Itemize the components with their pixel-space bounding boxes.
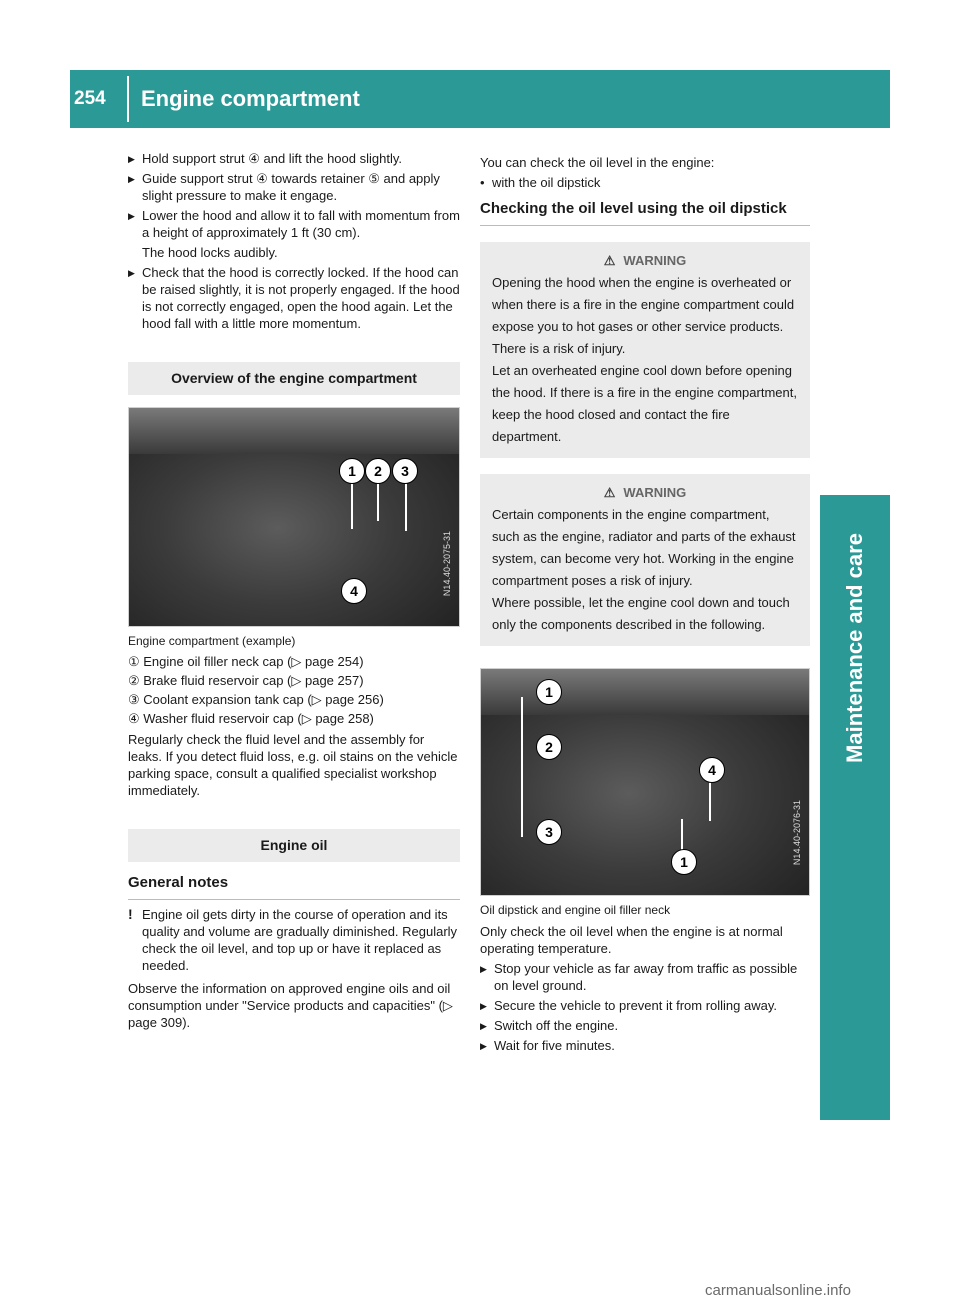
warning-box-2 [480,474,810,646]
marker-3: 3 [536,819,562,845]
notice [128,906,460,974]
image-code: N14.40-2076-31 [792,799,802,865]
warning-1-text-2: Let an overheated engine cool down before opening the hood. If there is a fire in the engine compartment, keep the hood closed and contact the fire department. [492,363,797,444]
side-band-lower [820,800,890,1120]
marker-1-filler: 1 [671,849,697,875]
legend-item-3: ③ Coolant expansion tank cap (▷ page 256) [128,692,384,707]
warning-1-text-1: Opening the hood when the engine is overheated or when there is a fire in the engine compartment could expose you to hot gases or other service products. There is a risk of injury. [492,275,795,356]
legend-item-1: ① Engine oil filler neck cap (▷ page 254) [128,654,364,669]
notice-icon: ! [128,906,133,922]
legend-item-2: ② Brake fluid reservoir cap (▷ page 257) [128,673,364,688]
marker-4: 4 [341,578,367,604]
observe-text: Observe the information on approved engine oils and oil consumption under "Service products and capacities" (▷ page 309). [128,981,453,1030]
legend-item-4: ④ Washer fluid reservoir cap (▷ page 258) [128,711,374,726]
section-heading-overview: Overview of the engine compartment [128,362,460,395]
step-secure-vehicle: ▶ Secure the vehicle to prevent it from rolling away. [480,997,810,1014]
step-stop-vehicle: ▶ Stop your vehicle as far away from traffic as possible on level ground. [480,960,810,994]
marker-1: 1 [536,679,562,705]
marker-1: 1 [339,458,365,484]
warning-triangle-icon: ⚠ [603,485,616,500]
dipstick-photo [480,668,810,896]
marker-4: 4 [699,757,725,783]
right-column [480,150,810,1057]
step-wait: ▶ Wait for five minutes. [480,1037,810,1054]
only-check-text: Only check the oil level when the engine is at normal operating temperature. [480,924,783,956]
page-title: Engine compartment [141,86,360,111]
heading-dipstick: Checking the oil level using the oil dipstick [480,199,810,226]
step-guide-strut: ▶ Guide support strut ④ towards retainer ⑤ and apply slight pressure to make it engage. [128,170,460,204]
step-hold-strut: ▶ Hold support strut ④ and lift the hood slightly. [128,150,460,167]
step-check-locked: ▶ Check that the hood is correctly locked. If the hood can be raised slightly, it is not properly engaged. If the hood is not correctly engaged, open the hood again. Let the hood fall with a little more momentum. [128,264,460,332]
left-column [128,150,460,1034]
hood-shape [481,669,809,715]
callout-line-1 [351,481,353,529]
marker-3: 3 [392,458,418,484]
section-heading-engine-oil: Engine oil [128,829,460,862]
warning-header-1 [492,252,798,270]
header-divider [127,76,129,122]
side-tab-label: Maintenance and care [842,533,867,763]
notice-text: Engine oil gets dirty in the course of operation and its quality and volume are gradually diminished. Regularly check the oil level, and top up or have it replaced as needed. [142,907,458,973]
callout-line-2 [377,481,379,521]
image-code: N14.40-2075-31 [442,530,452,596]
warning-box-1 [480,242,810,458]
figure-caption-2: Oil dipstick and engine oil filler neck [480,903,671,917]
warning-triangle-icon: ⚠ [603,253,616,268]
warning-2-text-2: Where possible, let the engine cool down and touch only the components described in the following. [492,595,790,632]
callout-line-dipstick [521,697,523,837]
warning-label: WARNING [623,253,687,268]
figure-caption: Engine compartment (example) [128,634,296,648]
bullet-dipstick: • with the oil dipstick [480,174,810,191]
step-lower-hood: ▶ Lower the hood and allow it to fall with momentum from a height of approximately 1 ft (30 cm). [128,207,460,241]
check-intro: You can check the oil level in the engine: [480,155,715,170]
regularly-check-text: Regularly check the fluid level and the assembly for leaks. If you detect fluid loss, e.g. oil stains on the vehicle parking space, consult a qualified specialist workshop immediately. [128,732,458,798]
callout-line-3 [405,481,407,531]
warning-2-text-1: Certain components in the engine compartment, such as the engine, radiator and parts of the exhaust system, can become very hot. Working in the engine compartment poses a risk of injury. [492,507,796,588]
warning-label: WARNING [623,485,687,500]
page-number: 254 [74,88,106,109]
marker-2: 2 [536,734,562,760]
marker-2: 2 [365,458,391,484]
engine-compartment-photo [128,407,460,627]
footer-watermark: carmanualsonline.info [705,1282,851,1299]
note-hood-latch: The hood locks audibly. [142,245,278,260]
step-switch-off: ▶ Switch off the engine. [480,1017,810,1034]
warning-header-2 [492,484,798,502]
subheading-general-notes: General notes [128,874,460,900]
callout-line-4 [709,781,711,821]
hood-shape [129,408,459,454]
